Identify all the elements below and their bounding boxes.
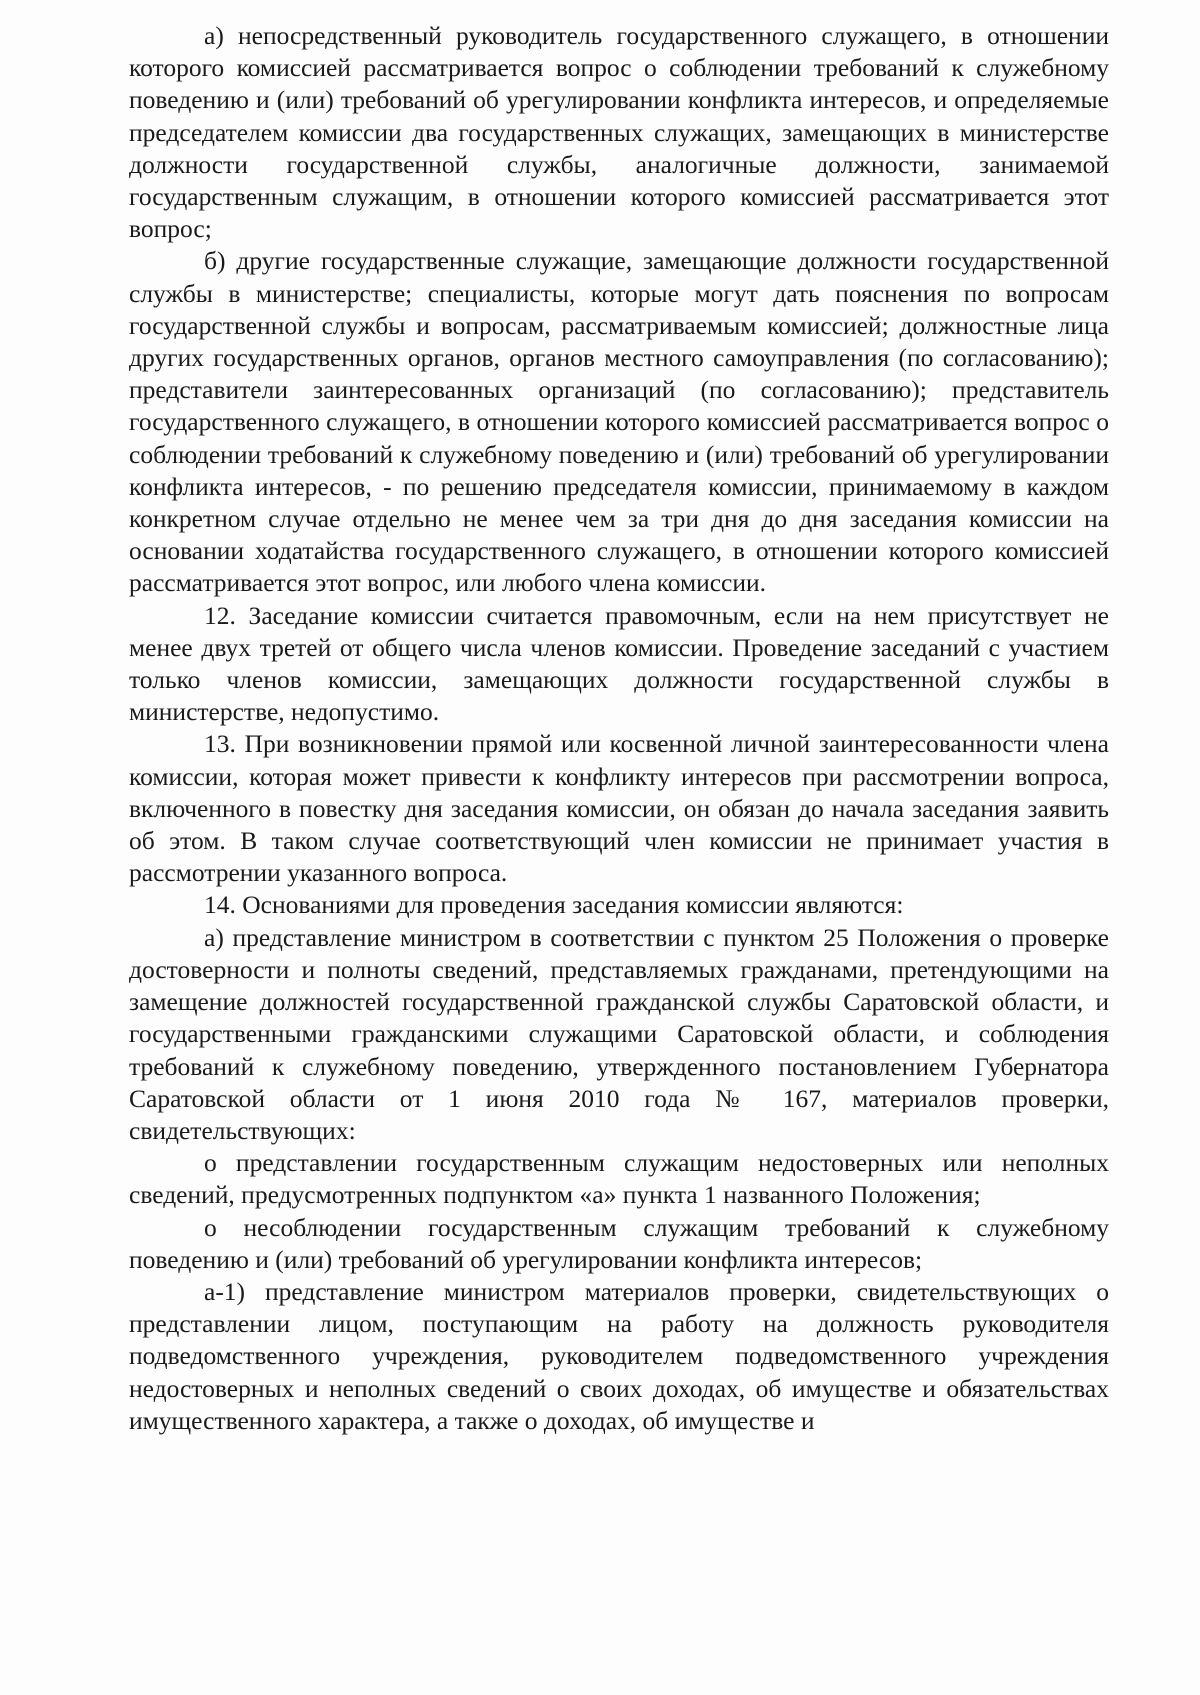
paragraph-13-conflict-of-interest: 13. При возникновении прямой или косвенной личной заинтересованности члена комиссии, которая может привести к конфликту интересов при рассмотрении вопроса, включенного в повестку дня заседания комиссии, он обязан до начала заседания заявить об этом. В таком случае соответствующий член комиссии не принимает участия в рассмотрении указанного вопроса. — [129, 729, 1109, 888]
paragraph-a1-subordinate-institution: а-1) представление министром материалов проверки, свидетельствующих о представлении лицом, поступающим на работу на должность руководителя подведомственного учреждения, руководителем подведомственного учреждения недостоверных и неполных сведений о своих доходах, об имуществе и обязательствах имущественного характера, а также о доходах, об имуществе и — [129, 1276, 1109, 1435]
paragraph-false-information: о представлении государственным служащим недостоверных или неполных сведений, предусмотренных подпунктом «а» пункта 1 названного Положения; — [129, 1148, 1109, 1210]
paragraph-a-members: а) непосредственный руководитель государственного служащего, в отношении которого комиссией рассматривается вопрос о соблюдении требований к служебному поведению и (или) требований об урегулировании конфликта интересов, и определяемые председателем комиссии два государственных служащих, замещающих в министерстве должности государственной службы, аналогичные должности, занимаемой государственным служащим, в отношении которого комиссией рассматривается этот вопрос; — [129, 21, 1109, 244]
document-body — [129, 20, 1109, 1437]
paragraph-b-other-participants: б) другие государственные служащие, замещающие должности государственной службы в министерстве; специалисты, которые могут дать пояснения по вопросам государственной службы и вопросам, рассматриваемым комиссией; должностные лица других государственных органов, органов местного самоуправления (по согласованию); представители заинтересованных организаций (по согласованию); представитель государственного служащего, в отношении которого комиссией рассматривается вопрос о соблюдении требований к служебному поведению и (или) требований об урегулировании конфликта интересов, - по решению председателя комиссии, принимаемому в каждом конкретном случае отдельно не менее чем за три дня до дня заседания комиссии на основании ходатайства государственного служащего, в отношении которого комиссией рассматривается этот вопрос, или любого члена комиссии. — [129, 246, 1109, 598]
paragraph-non-compliance: о несоблюдении государственным служащим требований к служебному поведению и (или) требований об урегулировании конфликта интересов; — [129, 1212, 1109, 1274]
paragraph-12-quorum: 12. Заседание комиссии считается правомочным, если на нем присутствует не менее двух третей от общего числа членов комиссии. Проведение заседаний с участием только членов комиссии, замещающих должности государственной службы в министерстве, недопустимо. — [129, 600, 1109, 727]
paragraph-14-grounds: 14. Основаниями для проведения заседания комиссии являются: — [204, 890, 904, 920]
paragraph-14a-minister-submission: а) представление министром в соответствии с пунктом 25 Положения о проверке достоверности и полноты сведений, представляемых гражданами, претендующими на замещение должностей государственной гражданской службы Саратовской области, и государственными гражданскими служащими Саратовской области, и соблюдения требований к служебному поведению, утвержденного постановлением Губернатора Саратовской области от 1 июня 2010 года № 167, материалов проверки, свидетельствующих: — [129, 922, 1109, 1145]
